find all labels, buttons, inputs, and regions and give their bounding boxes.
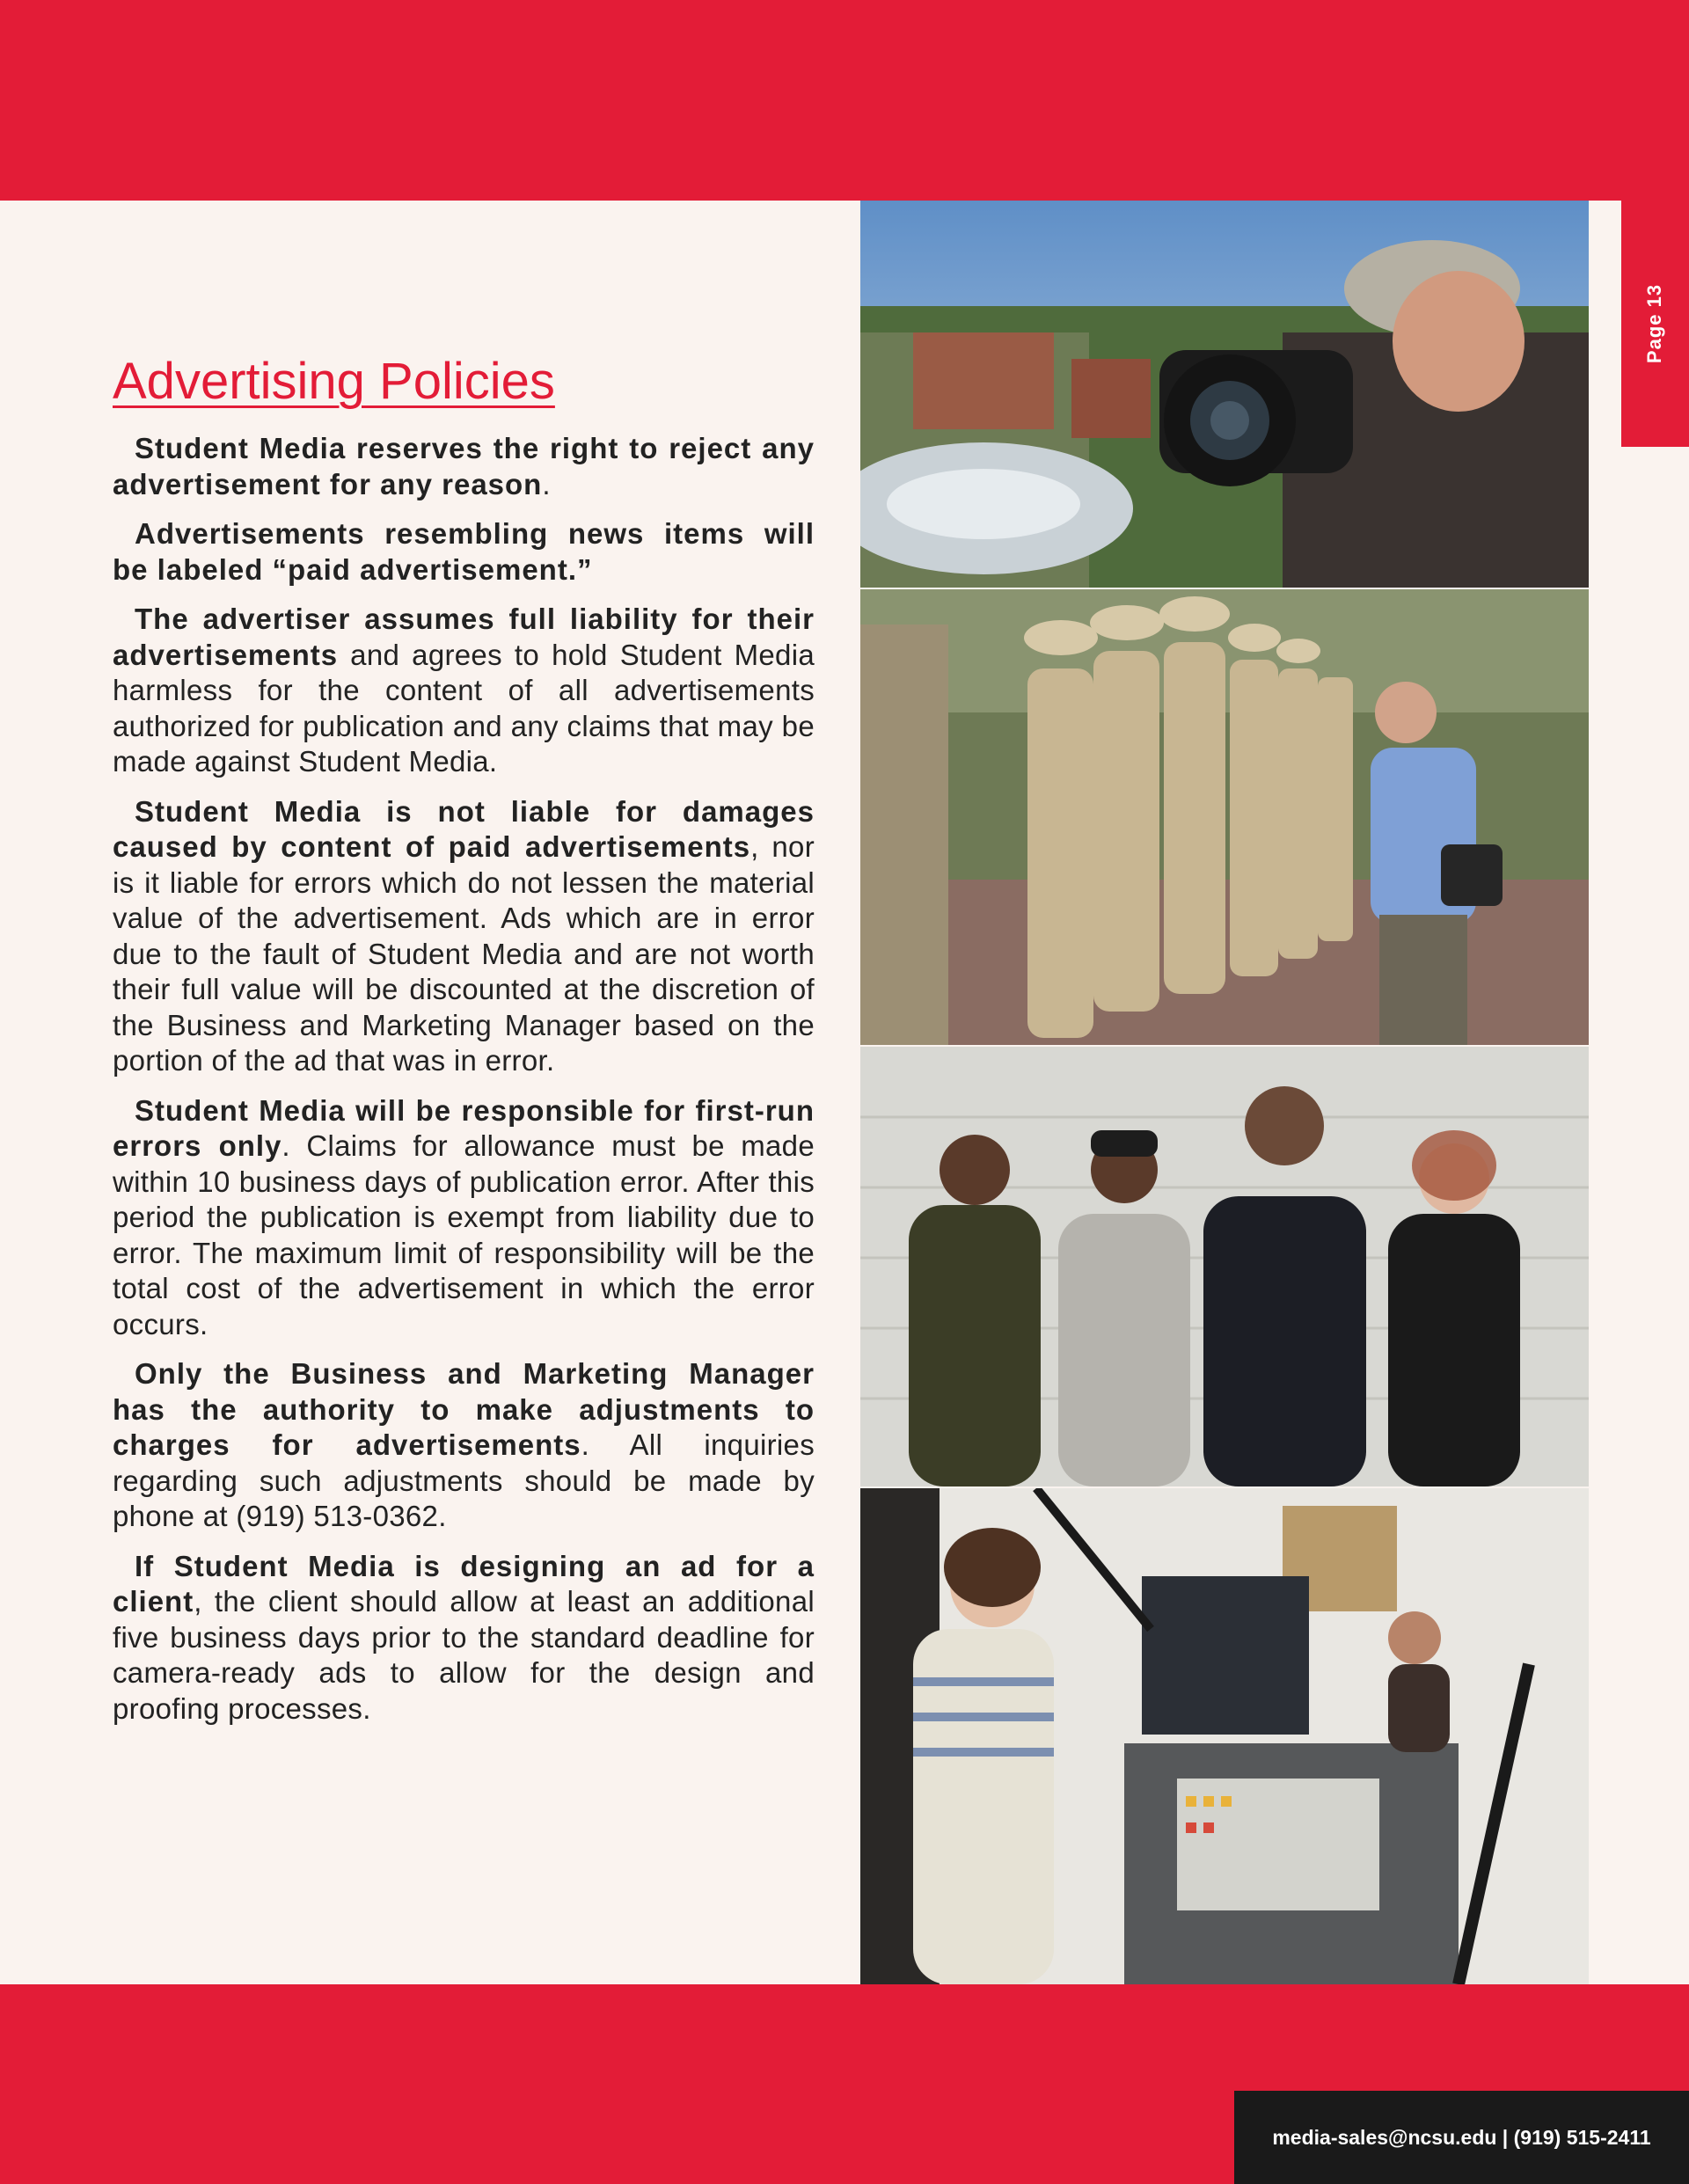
header-band bbox=[0, 0, 1689, 201]
policy-text: and agrees to hold Student Media harmless for the content of all advertisements authorized for publication and any claims that may be made against Student Media. bbox=[113, 638, 815, 778]
policies-body bbox=[113, 431, 815, 1741]
page-number-tab bbox=[1621, 201, 1689, 447]
policy-lead: Student Media will be responsible for first-run errors only bbox=[113, 1093, 815, 1162]
policy-paragraph bbox=[113, 794, 815, 1079]
policy-lead: Student Media reserves the right to reject any advertisement for any reason bbox=[113, 432, 815, 500]
policy-lead: Only the Business and Marketing Manager has the authority to make adjustments to charges for advertisements bbox=[113, 1357, 815, 1461]
policy-paragraph bbox=[113, 1093, 815, 1343]
page-title: Advertising Policies bbox=[113, 353, 555, 410]
policy-paragraph bbox=[113, 602, 815, 780]
policy-lead: If Student Media is designing an ad for a client bbox=[113, 1549, 815, 1618]
photo-group bbox=[860, 1047, 1589, 1486]
photo-photographer bbox=[860, 201, 1589, 588]
policy-lead: The advertiser assumes full liability for their advertisements bbox=[113, 603, 815, 671]
policy-paragraph bbox=[113, 516, 815, 588]
photo-cadets bbox=[860, 589, 1589, 1045]
photo-column bbox=[860, 201, 1589, 1984]
policy-text: . All inquiries regarding such adjustments should be made by phone at (919) 513-0362. bbox=[113, 1428, 815, 1532]
policy-lead: Student Media is not liable for damages caused by content of paid advertisements bbox=[113, 794, 815, 863]
policy-paragraph bbox=[113, 431, 815, 502]
photo-radio-studio bbox=[860, 1488, 1589, 1984]
policy-paragraph bbox=[113, 1356, 815, 1535]
policy-text: , nor is it liable for errors which do not lessen the material value of the advertisement. Ads which are in error due to the fault of Student Media and are not worth their full value will be discounted at the discretion of the Business and Marketing Manager based on the portion of the ad that was in error. bbox=[113, 830, 815, 1077]
page-number-label: Page 13 bbox=[1643, 283, 1666, 364]
policy-text: . bbox=[542, 467, 551, 500]
policy-paragraph bbox=[113, 1549, 815, 1727]
policy-text: , the client should allow at least an additional five business days prior to the standard deadline for camera-ready ads to allow for the design and proofing processes. bbox=[113, 1585, 815, 1725]
policy-text: . Claims for allowance must be made within 10 business days of publication error. After this period the publication is exempt from liability due to error. The maximum limit of responsibility will be the total cost of the advertisement in which the error occurs. bbox=[113, 1129, 815, 1340]
footer-contact-info: media-sales@ncsu.edu | (919) 515-2411 bbox=[1234, 2091, 1689, 2184]
policy-lead: Advertisements resembling news items will be labeled “paid advertisement.” bbox=[113, 517, 815, 586]
